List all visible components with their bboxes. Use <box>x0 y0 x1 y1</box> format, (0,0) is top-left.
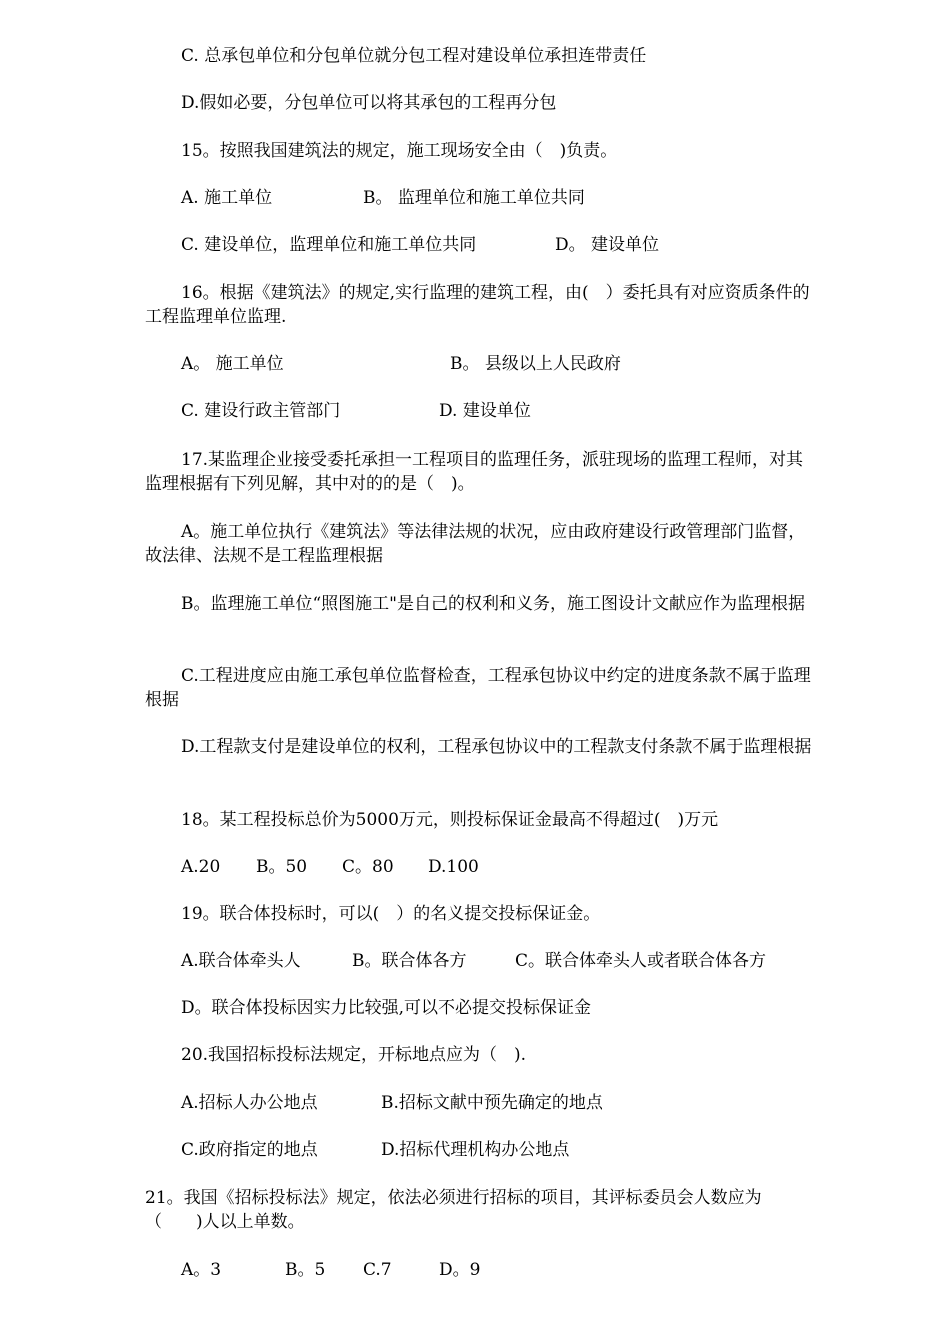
option-21a: A。3 <box>181 1260 222 1280</box>
question-21: 21。我国《招标投标法》规定，依法必须进行招标的项目，其评标委员会人数应为（ )人以上单数。 <box>145 1188 762 1232</box>
option-19a: A.联合体牵头人 <box>181 951 301 971</box>
option-18d: D.100 <box>428 857 479 877</box>
option-21b: B。5 <box>285 1260 326 1280</box>
option-20b: B.招标文献中预先确定的地点 <box>381 1093 603 1113</box>
question-19 <box>145 902 815 926</box>
option-17b: B。监理施工单位“照图施工"是自己的权利和义务，施工图设计文献应作为监理根据 <box>181 594 806 614</box>
question-20: 20.我国招标投标法规定，开标地点应为（ ). <box>181 1045 527 1065</box>
question-19-text: 19。联合体投标时，可以( ）的名义提交投标保证金。 <box>181 904 601 924</box>
option-15c: C. 建设单位，监理单位和施工单位共同 <box>181 235 477 255</box>
option-14c: C. 总承包单位和分包单位就分包工程对建设单位承担连带责任 <box>181 46 647 66</box>
option-19c: C。联合体牵头人或者联合体各方 <box>515 951 767 971</box>
question-16: 16。根据《建筑法》的规定,实行监理的建筑工程，由( ）委托具有对应资质条件的工程监理单位监理. <box>145 283 810 327</box>
option-21d: D。9 <box>439 1260 481 1280</box>
option-17a: A。施工单位执行《建筑法》等法律法规的状况，应由政府建设行政管理部门监督，故法律、法规不是工程监理根据 <box>145 522 806 566</box>
option-17d: D.工程款支付是建设单位的权利，工程承包协议中的工程款支付条款不属于监理根据 <box>181 737 812 757</box>
option-16c: C. 建设行政主管部门 <box>181 401 341 421</box>
option-15d: D。 建设单位 <box>555 235 660 255</box>
option-16b: B。 县级以上人民政府 <box>450 354 621 374</box>
question-18: 18。某工程投标总价为5000万元，则投标保证金最高不得超过( )万元 <box>181 810 719 830</box>
option-15a: A. 施工单位 <box>181 188 273 208</box>
option-19d: D。联合体投标因实力比较强,可以不必提交投标保证金 <box>181 998 592 1018</box>
option-16a: A。 施工单位 <box>181 354 284 374</box>
option-17c: C.工程进度应由施工承包单位监督检查，工程承包协议中约定的进度条款不属于监理根据 <box>145 666 811 710</box>
option-20d: D.招标代理机构办公地点 <box>381 1140 570 1160</box>
option-18b: B。50 <box>256 857 308 877</box>
option-18a: A.20 <box>181 857 221 877</box>
option-21c: C.7 <box>363 1260 392 1280</box>
question-17: 17.某监理企业接受委托承担一工程项目的监理任务，派驻现场的监理工程师，对其监理根据有下列见解，其中对的的是（ )。 <box>145 450 804 494</box>
option-20c: C.政府指定的地点 <box>181 1140 318 1160</box>
option-18c: C。80 <box>342 857 394 877</box>
option-16d: D. 建设单位 <box>439 401 531 421</box>
option-20a: A.招标人办公地点 <box>181 1093 318 1113</box>
option-15b: B。 监理单位和施工单位共同 <box>363 188 585 208</box>
question-15: 15。按照我国建筑法的规定，施工现场安全由（ )负责。 <box>181 141 618 161</box>
option-19b: B。联合体各方 <box>352 951 467 971</box>
option-14d: D.假如必要，分包单位可以将其承包的工程再分包 <box>181 93 557 113</box>
